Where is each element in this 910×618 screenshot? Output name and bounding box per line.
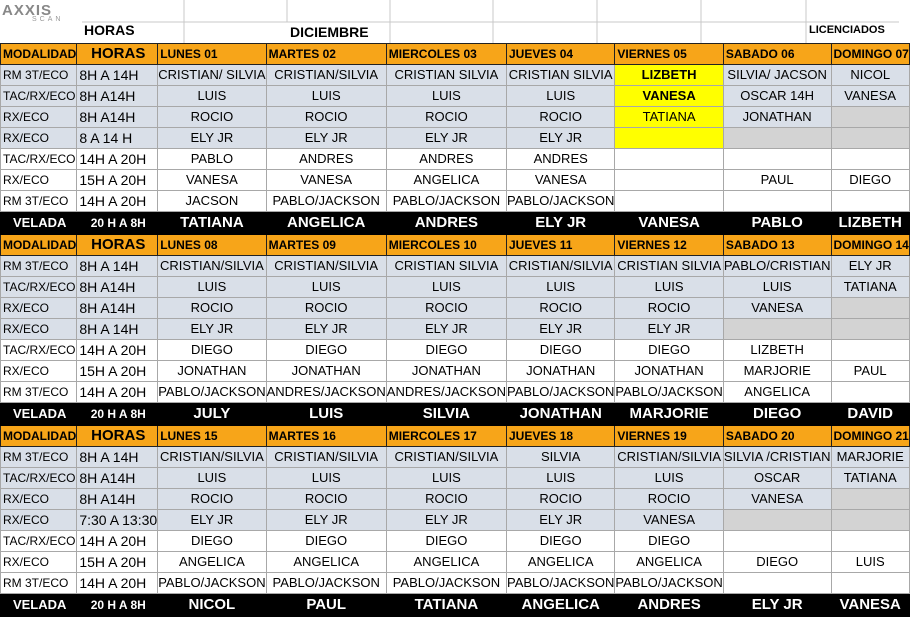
staff-cell: CRISTIAN/SILVIA [266, 256, 386, 277]
velada-staff: JULY [158, 403, 266, 426]
modalidad-cell: RM 3T/ECO [1, 382, 77, 403]
staff-cell: ROCIO [507, 298, 615, 319]
day-header: SABADO 06 [723, 44, 831, 65]
staff-cell [831, 191, 909, 212]
schedule-table [0, 43, 910, 617]
modalidad-header: MODALIDAD [1, 235, 77, 256]
velada-staff: LIZBETH [831, 212, 909, 235]
staff-cell: DIEGO [386, 340, 506, 361]
staff-cell: ELY JR [158, 319, 266, 340]
logo-text: AXXIS [2, 2, 53, 19]
staff-cell [723, 573, 831, 594]
staff-cell: SILVIA /CRISTIAN [723, 447, 831, 468]
horas-header: HORAS [77, 426, 158, 447]
horas-cell: 8H A 14H [77, 65, 158, 86]
staff-cell [831, 340, 909, 361]
modalidad-cell: RX/ECO [1, 128, 77, 149]
staff-cell: ROCIO [266, 107, 386, 128]
modalidad-cell: RX/ECO [1, 510, 77, 531]
staff-cell: LUIS [507, 86, 615, 107]
staff-cell: TATIANA [831, 277, 909, 298]
day-header: VIERNES 12 [615, 235, 723, 256]
staff-cell: CRISTIAN/SILVIA [266, 65, 386, 86]
staff-cell: DIEGO [615, 340, 723, 361]
modalidad-cell: RX/ECO [1, 298, 77, 319]
staff-cell [723, 149, 831, 170]
week-header-row [1, 44, 910, 65]
velada-staff: NICOL [158, 594, 266, 617]
staff-cell: PAUL [723, 170, 831, 191]
day-header: MARTES 16 [266, 426, 386, 447]
horas-cell: 8H A 14H [77, 447, 158, 468]
staff-cell: ELY JR [386, 510, 506, 531]
day-header: LUNES 15 [158, 426, 266, 447]
staff-cell: VANESA [723, 489, 831, 510]
staff-cell: ANDRES [386, 149, 506, 170]
staff-cell [615, 149, 723, 170]
staff-cell: ELY JR [507, 128, 615, 149]
staff-cell: VANESA [831, 86, 909, 107]
staff-cell: CRISTIAN/SILVIA [507, 256, 615, 277]
day-header: VIERNES 05 [615, 44, 723, 65]
horas-header: HORAS [77, 44, 158, 65]
staff-cell: LIZBETH [723, 340, 831, 361]
staff-cell: JONATHAN [615, 361, 723, 382]
staff-cell: LUIS [723, 277, 831, 298]
horas-cell: 8H A14H [77, 86, 158, 107]
staff-cell: LUIS [507, 277, 615, 298]
staff-cell: DIEGO [723, 552, 831, 573]
staff-cell: JACSON [158, 191, 266, 212]
staff-cell: ELY JR [266, 319, 386, 340]
day-header: MARTES 09 [266, 235, 386, 256]
shift-row [1, 170, 910, 191]
staff-cell: ANGELICA [615, 552, 723, 573]
staff-cell: ANGELICA [723, 382, 831, 403]
staff-cell: CRISTIAN/SILVIA [386, 447, 506, 468]
staff-cell: PABLO/JACKSON [507, 382, 615, 403]
day-header: JUEVES 04 [507, 44, 615, 65]
horas-cell: 8 A 14 H [77, 128, 158, 149]
day-header: DOMINGO 21 [831, 426, 909, 447]
staff-cell: ELY JR [615, 319, 723, 340]
velada-staff: MARJORIE [615, 403, 723, 426]
licenciados-label: LICENCIADOS [809, 24, 885, 36]
day-header: DOMINGO 14 [831, 235, 909, 256]
velada-staff: TATIANA [386, 594, 506, 617]
staff-cell: JONATHAN [386, 361, 506, 382]
staff-cell: ANGELICA [266, 552, 386, 573]
velada-staff: ELY JR [507, 212, 615, 235]
velada-hours: 20 H A 8H [77, 594, 158, 617]
staff-cell: VANESA [507, 170, 615, 191]
shift-row [1, 107, 910, 128]
staff-cell: DIEGO [386, 531, 506, 552]
modalidad-cell: TAC/RX/ECO [1, 531, 77, 552]
staff-cell: ROCIO [158, 489, 266, 510]
day-header: VIERNES 19 [615, 426, 723, 447]
day-header: MIERCOLES 03 [386, 44, 506, 65]
staff-cell: PABLO/JACKSON [266, 573, 386, 594]
staff-cell: MARJORIE [723, 361, 831, 382]
day-header: MARTES 02 [266, 44, 386, 65]
staff-cell: ROCIO [266, 298, 386, 319]
shift-row [1, 277, 910, 298]
staff-cell: PABLO/CRISTIAN [723, 256, 831, 277]
staff-cell: ELY JR [386, 319, 506, 340]
shift-row [1, 510, 910, 531]
staff-cell: CRISTIAN/ SILVIA [158, 65, 266, 86]
staff-cell: ROCIO [507, 489, 615, 510]
horas-cell: 14H A 20H [77, 340, 158, 361]
staff-cell: VANESA [266, 170, 386, 191]
staff-cell: LUIS [507, 468, 615, 489]
staff-cell: DIEGO [266, 340, 386, 361]
horas-cell: 8H A 14H [77, 319, 158, 340]
horas-cell: 8H A14H [77, 277, 158, 298]
staff-cell: SILVIA/ JACSON [723, 65, 831, 86]
staff-cell: LUIS [831, 552, 909, 573]
modalidad-cell: RX/ECO [1, 107, 77, 128]
velada-row [1, 594, 910, 617]
horas-cell: 8H A14H [77, 489, 158, 510]
staff-cell: OSCAR [723, 468, 831, 489]
day-header: MIERCOLES 17 [386, 426, 506, 447]
staff-cell: ROCIO [386, 489, 506, 510]
staff-cell: CRISTIAN SILVIA [386, 65, 506, 86]
staff-cell: PAUL [831, 361, 909, 382]
staff-cell [615, 170, 723, 191]
staff-cell: LUIS [158, 277, 266, 298]
staff-cell: ELY JR [831, 256, 909, 277]
velada-staff: PAUL [266, 594, 386, 617]
shift-row [1, 447, 910, 468]
staff-cell: CRISTIAN/SILVIA [266, 447, 386, 468]
staff-cell: CRISTIAN/SILVIA [158, 447, 266, 468]
staff-cell: CRISTIAN/SILVIA [615, 447, 723, 468]
staff-cell: ANGELICA [386, 170, 506, 191]
staff-cell: JONATHAN [507, 361, 615, 382]
shift-row [1, 340, 910, 361]
day-header: JUEVES 18 [507, 426, 615, 447]
staff-cell: DIEGO [158, 531, 266, 552]
staff-cell: LUIS [615, 277, 723, 298]
shift-row [1, 468, 910, 489]
velada-staff: ANGELICA [507, 594, 615, 617]
horas-cell: 15H A 20H [77, 361, 158, 382]
velada-staff: PABLO [723, 212, 831, 235]
shift-row [1, 552, 910, 573]
staff-cell [831, 489, 909, 510]
velada-row [1, 212, 910, 235]
staff-cell [723, 531, 831, 552]
shift-row [1, 128, 910, 149]
modalidad-cell: TAC/RX/ECO [1, 86, 77, 107]
staff-cell: ELY JR [266, 510, 386, 531]
modalidad-cell: RM 3T/ECO [1, 65, 77, 86]
velada-hours: 20 H A 8H [77, 212, 158, 235]
staff-cell: DIEGO [507, 531, 615, 552]
staff-cell: CRISTIAN SILVIA [507, 65, 615, 86]
staff-cell: ELY JR [158, 128, 266, 149]
staff-cell: DIEGO [831, 170, 909, 191]
day-header: JUEVES 11 [507, 235, 615, 256]
staff-cell: PABLO/JACKSON [386, 191, 506, 212]
staff-cell: LUIS [386, 86, 506, 107]
shift-row [1, 256, 910, 277]
staff-cell: OSCAR 14H [723, 86, 831, 107]
shift-row [1, 319, 910, 340]
staff-cell: JONATHAN [723, 107, 831, 128]
shift-row [1, 298, 910, 319]
staff-cell [723, 510, 831, 531]
staff-cell: ELY JR [386, 128, 506, 149]
staff-cell: LUIS [266, 277, 386, 298]
staff-cell: CRISTIAN SILVIA [386, 256, 506, 277]
modalidad-cell: RM 3T/ECO [1, 573, 77, 594]
staff-cell: JONATHAN [266, 361, 386, 382]
staff-cell: VANESA [615, 86, 723, 107]
staff-cell: PABLO/JACKSON [615, 573, 723, 594]
horas-cell: 8H A14H [77, 298, 158, 319]
horas-cell: 14H A 20H [77, 149, 158, 170]
staff-cell: LUIS [615, 468, 723, 489]
staff-cell: DIEGO [507, 340, 615, 361]
shift-row [1, 86, 910, 107]
modalidad-cell: RM 3T/ECO [1, 191, 77, 212]
staff-cell: PABLO/JACKSON [386, 573, 506, 594]
velada-staff: ELY JR [723, 594, 831, 617]
staff-cell [831, 298, 909, 319]
day-header: DOMINGO 07 [831, 44, 909, 65]
modalidad-cell: TAC/RX/ECO [1, 277, 77, 298]
staff-cell: ANDRES [507, 149, 615, 170]
modalidad-header: MODALIDAD [1, 44, 77, 65]
staff-cell: ANGELICA [158, 552, 266, 573]
staff-cell: LUIS [158, 468, 266, 489]
staff-cell [831, 382, 909, 403]
staff-cell: ELY JR [158, 510, 266, 531]
staff-cell [831, 510, 909, 531]
horas-cell: 14H A 20H [77, 531, 158, 552]
staff-cell: ROCIO [158, 107, 266, 128]
staff-cell: ANDRES/JACKSON [266, 382, 386, 403]
staff-cell: MARJORIE [831, 447, 909, 468]
staff-cell: DIEGO [158, 340, 266, 361]
staff-cell: ROCIO [158, 298, 266, 319]
shift-row [1, 65, 910, 86]
staff-cell [615, 191, 723, 212]
month-title: DICIEMBRE [290, 24, 369, 40]
shift-row [1, 489, 910, 510]
staff-cell: ELY JR [507, 510, 615, 531]
staff-cell: ROCIO [386, 107, 506, 128]
staff-cell: CRISTIAN SILVIA [615, 256, 723, 277]
staff-cell: ANDRES/JACKSON [386, 382, 506, 403]
staff-cell [831, 531, 909, 552]
staff-cell: VANESA [158, 170, 266, 191]
staff-cell: VANESA [615, 510, 723, 531]
modalidad-cell: RX/ECO [1, 361, 77, 382]
shift-row [1, 191, 910, 212]
modalidad-cell: RM 3T/ECO [1, 256, 77, 277]
velada-row [1, 403, 910, 426]
velada-staff: LUIS [266, 403, 386, 426]
top-gridlines [0, 0, 899, 44]
staff-cell: DIEGO [615, 531, 723, 552]
shift-row [1, 361, 910, 382]
staff-cell: SILVIA [507, 447, 615, 468]
modalidad-cell: RM 3T/ECO [1, 447, 77, 468]
modalidad-cell: RX/ECO [1, 552, 77, 573]
staff-cell: ELY JR [507, 319, 615, 340]
staff-cell: PABLO/JACKSON [615, 382, 723, 403]
horas-cell: 14H A 20H [77, 382, 158, 403]
staff-cell: ROCIO [507, 107, 615, 128]
staff-cell [723, 319, 831, 340]
day-header: LUNES 08 [158, 235, 266, 256]
horas-cell: 8H A14H [77, 468, 158, 489]
staff-cell [831, 149, 909, 170]
staff-cell: ANGELICA [507, 552, 615, 573]
horas-cell: 14H A 20H [77, 573, 158, 594]
staff-cell: ANDRES [266, 149, 386, 170]
staff-cell: PABLO/JACKSON [507, 191, 615, 212]
staff-cell: ROCIO [386, 298, 506, 319]
staff-cell: PABLO/JACKSON [266, 191, 386, 212]
day-header: LUNES 01 [158, 44, 266, 65]
staff-cell: LIZBETH [615, 65, 723, 86]
velada-label: VELADA [1, 403, 77, 426]
shift-row [1, 149, 910, 170]
staff-cell: ROCIO [615, 298, 723, 319]
staff-cell: LUIS [266, 468, 386, 489]
staff-cell: TATIANA [831, 468, 909, 489]
staff-cell: VANESA [723, 298, 831, 319]
horas-cell: 8H A14H [77, 107, 158, 128]
velada-staff: TATIANA [158, 212, 266, 235]
staff-cell: PABLO/JACKSON [507, 573, 615, 594]
modalidad-cell: TAC/RX/ECO [1, 149, 77, 170]
staff-cell: ELY JR [266, 128, 386, 149]
staff-cell [831, 319, 909, 340]
velada-label: VELADA [1, 212, 77, 235]
staff-cell: PABLO/JACKSON [158, 382, 266, 403]
staff-cell: CRISTIAN/SILVIA [158, 256, 266, 277]
staff-cell: LUIS [386, 468, 506, 489]
staff-cell: NICOL [831, 65, 909, 86]
staff-cell: JONATHAN [158, 361, 266, 382]
day-header: SABADO 20 [723, 426, 831, 447]
staff-cell: ANGELICA [386, 552, 506, 573]
velada-staff: ANGELICA [266, 212, 386, 235]
week-header-row [1, 426, 910, 447]
staff-cell: PABLO/JACKSON [158, 573, 266, 594]
horas-cell: 15H A 20H [77, 170, 158, 191]
staff-cell: ROCIO [266, 489, 386, 510]
modalidad-cell: RX/ECO [1, 489, 77, 510]
company-logo [2, 2, 82, 23]
velada-staff: DIEGO [723, 403, 831, 426]
velada-staff: ANDRES [386, 212, 506, 235]
modalidad-cell: TAC/RX/ECO [1, 468, 77, 489]
logo-subtext: SCAN [32, 16, 64, 23]
horas-cell: 8H A 14H [77, 256, 158, 277]
shift-row [1, 573, 910, 594]
staff-cell [615, 128, 723, 149]
staff-cell: DIEGO [266, 531, 386, 552]
staff-cell [831, 573, 909, 594]
horas-title: HORAS [84, 22, 135, 38]
staff-cell: LUIS [158, 86, 266, 107]
staff-cell: PABLO [158, 149, 266, 170]
staff-cell [723, 128, 831, 149]
staff-cell: ROCIO [615, 489, 723, 510]
staff-cell [723, 191, 831, 212]
shift-row [1, 531, 910, 552]
staff-cell [831, 107, 909, 128]
modalidad-cell: RX/ECO [1, 170, 77, 191]
horas-cell: 14H A 20H [77, 191, 158, 212]
horas-cell: 15H A 20H [77, 552, 158, 573]
velada-staff: DAVID [831, 403, 909, 426]
horas-cell: 7:30 A 13:30 [77, 510, 158, 531]
schedule-body [1, 44, 910, 617]
day-header: MIERCOLES 10 [386, 235, 506, 256]
modalidad-cell: RX/ECO [1, 319, 77, 340]
staff-cell [831, 128, 909, 149]
staff-cell: LUIS [266, 86, 386, 107]
week-header-row [1, 235, 910, 256]
velada-staff: VANESA [615, 212, 723, 235]
modalidad-cell: TAC/RX/ECO [1, 340, 77, 361]
velada-hours: 20 H A 8H [77, 403, 158, 426]
sheet-top [0, 0, 899, 44]
day-header: SABADO 13 [723, 235, 831, 256]
velada-label: VELADA [1, 594, 77, 617]
velada-staff: VANESA [831, 594, 909, 617]
staff-cell: LUIS [386, 277, 506, 298]
velada-staff: JONATHAN [507, 403, 615, 426]
velada-staff: ANDRES [615, 594, 723, 617]
shift-row [1, 382, 910, 403]
velada-staff: SILVIA [386, 403, 506, 426]
horas-header: HORAS [77, 235, 158, 256]
staff-cell: TATIANA [615, 107, 723, 128]
modalidad-header: MODALIDAD [1, 426, 77, 447]
